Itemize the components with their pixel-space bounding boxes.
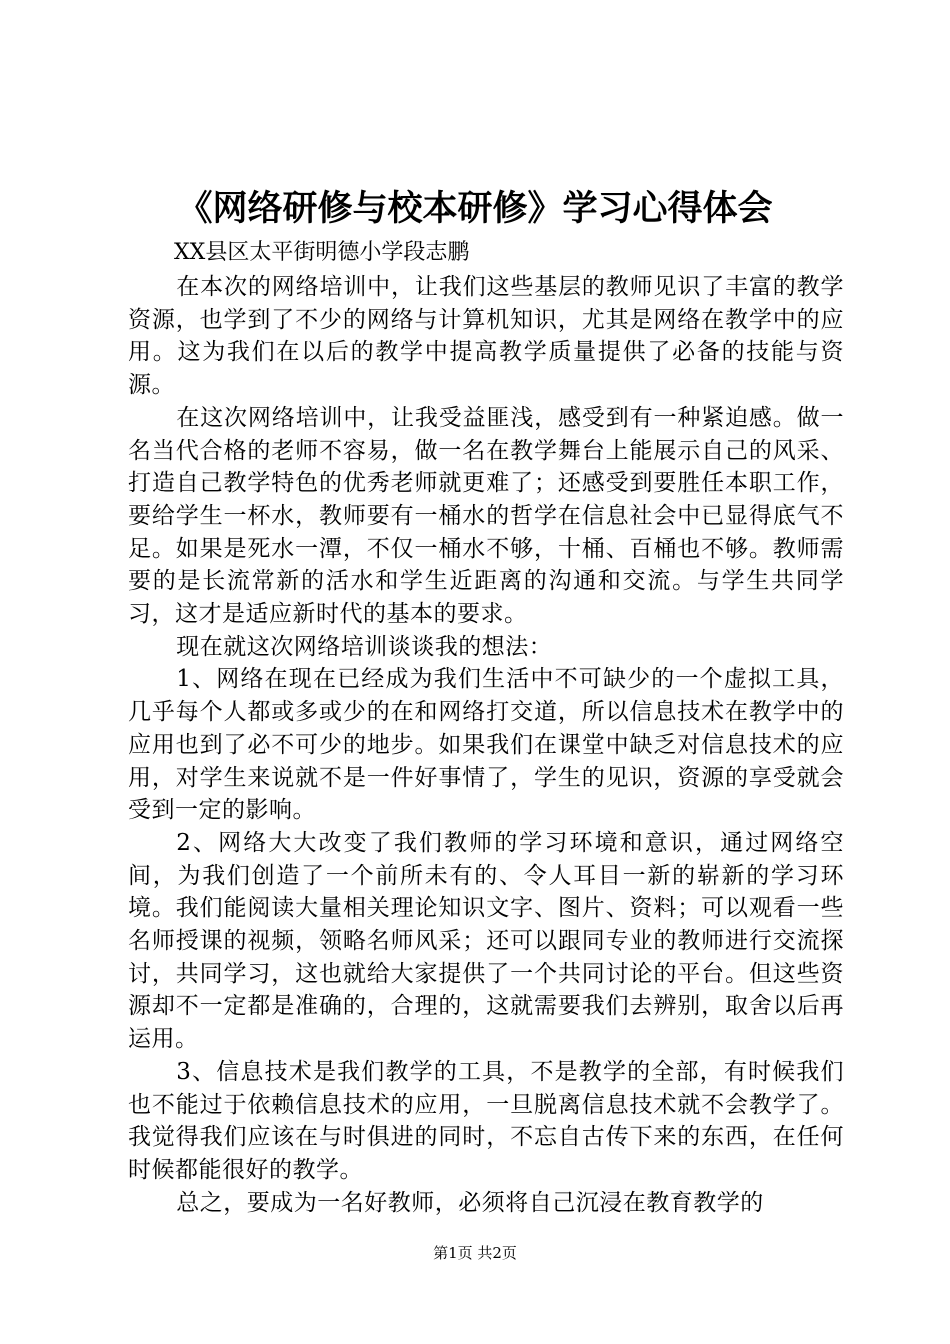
- paragraph: 总之，要成为一名好教师，必须将自己沉浸在教育教学的: [176, 1189, 764, 1216]
- paragraph: 2、网络大大改变了我们教师的学习环境和意识，通过网络空间，为我们创造了一个前所未有的、令人耳目一新的崭新的学习环境。我们能阅读大量相关理论知识文字、图片、资料；可以观看一些名师授课的视频，领略名师风采；还可以跟同专业的教师进行交流探讨，共同学习，这也就给大家提供了一个共同讨论的平台。但这些资源却不一定都是准确的，合理的，这就需要我们去辨别，取舍以后再运用。: [128, 829, 844, 1053]
- document-body: [128, 271, 844, 1219]
- paragraph: 在本次的网络培训中，让我们这些基层的教师见识了丰富的教学资源，也学到了不少的网络与计算机知识，尤其是网络在教学中的应用。这为我们在以后的教学中提高教学质量提供了必备的技能与资源。: [128, 274, 844, 399]
- paragraph: 1、网络在现在已经成为我们生活中不可缺少的一个虚拟工具，几乎每个人都或多或少的在和网络打交道，所以信息技术在教学中的应用也到了必不可少的地步。如果我们在课堂中缺乏对信息技术的应用，对学生来说就不是一件好事情了，学生的见识，资源的享受就会受到一定的影响。: [128, 666, 844, 824]
- page-footer: 第1页 共2页: [433, 1244, 517, 1262]
- paragraph: 在这次网络培训中，让我受益匪浅，感受到有一种紧迫感。做一名当代合格的老师不容易，做一名在教学舞台上能展示自己的风采、打造自己教学特色的优秀老师就更难了；还感受到要胜任本职工作，要给学生一杯水，教师要有一桶水的哲学在信息社会中已显得底气不足。如果是死水一潭，不仅一桶水不够，十桶、百桶也不够。教师需要的是长流常新的活水和学生近距离的沟通和交流。与学生共同学习，这才是适应新时代的基本的要求。: [128, 404, 844, 628]
- paragraph: 现在就这次网络培训谈谈我的想法：: [176, 633, 553, 660]
- document-title: 《网络研修与校本研修》学习心得体会: [177, 188, 773, 229]
- author-line: XX县区太平街明德小学段志鹏: [174, 240, 470, 265]
- paragraph: 3、信息技术是我们教学的工具，不是教学的全部，有时候我们也不能过于依赖信息技术的应用，一旦脱离信息技术就不会教学了。我觉得我们应该在与时俱进的同时，不忘自古传下来的东西，在任何时候都能很好的教学。: [128, 1058, 844, 1183]
